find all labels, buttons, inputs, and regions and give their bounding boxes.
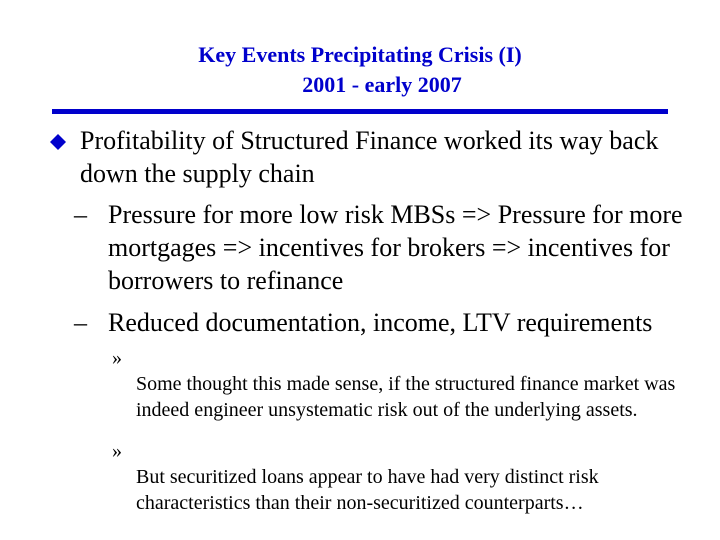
- sub-bullet-1-text: Pressure for more low risk MBSs => Pressure for more mortgages => incentives for brokers => incentives for borrowers to refinance: [108, 200, 683, 295]
- sub-sub-bullet-2-label: But securitized loans appear to have had very distinct risk characteristics than their non-securitized counterparts…: [136, 466, 599, 514]
- bullet-point-1-label: Profitability of Structured Finance worked its way back down the supply chain: [80, 126, 659, 188]
- slide-title: [0, 40, 720, 100]
- sub-bullet-2-dash: –: [74, 308, 87, 337]
- title-line-1: Key Events Precipitating Crisis (I): [198, 42, 522, 67]
- bullet-point-1: [48, 124, 688, 190]
- sub-sub-bullet-1-label: Some thought this made sense, if the structured finance market was indeed engineer unsystematic risk out of the underlying assets.: [136, 373, 676, 421]
- title-line-2: 2001 - early 2007: [302, 72, 462, 97]
- sub-sub-bullet-2: » But securitized loans appear to have had very distinct risk characteristics than their non-securitized counterparts…: [112, 438, 692, 516]
- sub-bullet-1: [74, 198, 684, 297]
- bullet-point-1-text: [48, 124, 688, 190]
- sub-sub-bullet-1-text: [112, 345, 692, 423]
- sub-bullet-2-text: Reduced documentation, income, LTV requirements: [108, 308, 653, 337]
- sub-bullet-2: [74, 306, 684, 339]
- sub-sub-bullet-2-text: [112, 438, 692, 516]
- diamond-bullet-icon: [50, 134, 66, 150]
- sub-bullet-1-dash: –: [74, 200, 87, 229]
- title-divider: [52, 109, 668, 114]
- sub-sub-bullet-1: » Some thought this made sense, if the structured finance market was indeed engineer unsystematic risk out of the underlying assets.: [112, 345, 692, 423]
